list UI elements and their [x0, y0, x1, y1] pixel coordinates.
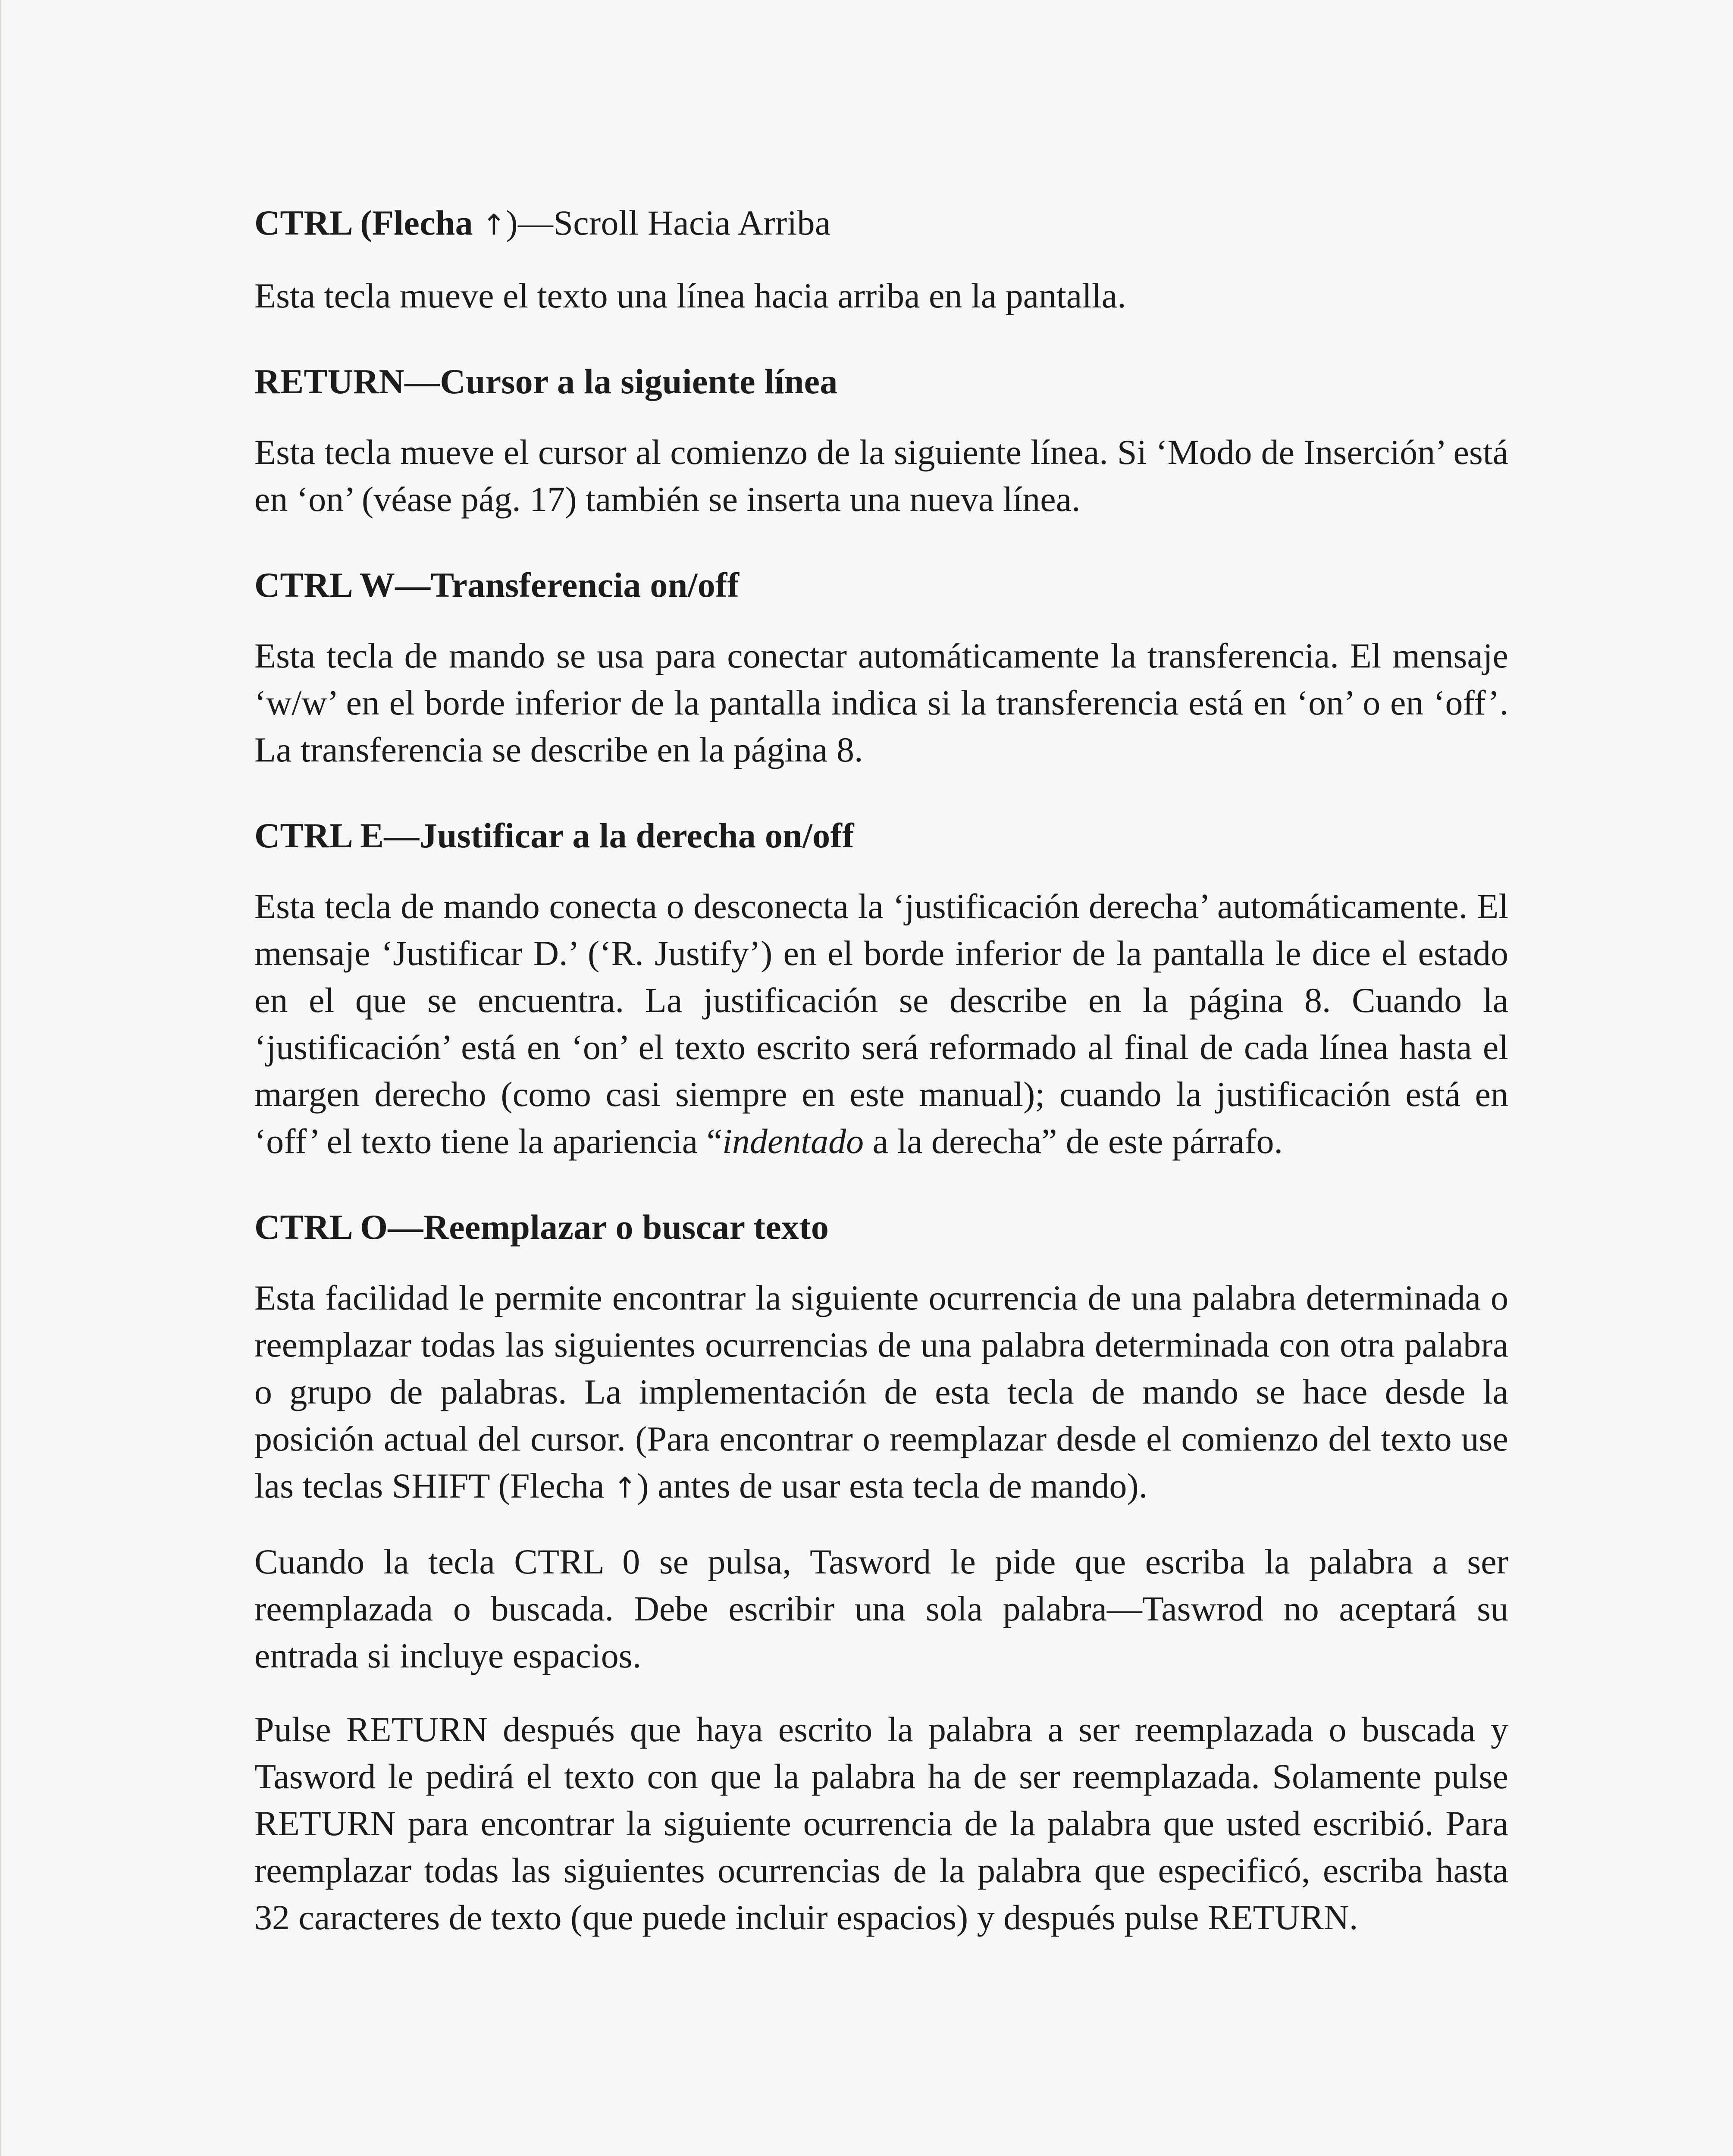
paragraph-text: Esta facilidad le permite encontrar la siguiente ocurrencia de una palabra determinada o reemplazar todas las siguientes ocurrencias de una palabra determinada con otra palabra o grupo de palabras. La implementación de esta tecla de mando se hace desde la posición actual del cursor. (Para encontrar o reemplazar desde el comienzo del texto use las teclas SHIFT (Flecha	[254, 1278, 1508, 1505]
paragraph-text: Esta tecla de mando conecta o desconecta la ‘justificación derecha’ automáticamente. El mensaje ‘Justificar D.’ (‘R. Justify’) en el borde inferior de la pantalla le dice el estado en el que se encuentra. La justificación se describe en la página 8. Cuando la ‘justificación’ está en ‘on’ el texto escrito será reformado al final de cada línea hasta el margen derecho (como casi siempre en este manual); cuando la justificación está en ‘off’ el texto tiene la apariencia “	[254, 887, 1508, 1161]
section-paragraph: Esta tecla mueve el cursor al comienzo de la siguiente línea. Si ‘Modo de Inserción’ está en ‘on’ (véase pág. 17) también se inserta una nueva línea.	[254, 432, 1508, 519]
section-heading-return: RETURN—Cursor a la siguiente línea	[254, 362, 838, 401]
emphasized-word: indentado	[722, 1122, 864, 1161]
section-heading-ctrl-w: CTRL W—Transferencia on/off	[254, 565, 740, 605]
arrow-up-icon: ↑	[482, 208, 506, 241]
arrow-up-icon: ↑	[613, 1471, 637, 1504]
heading-bold-part: CTRL (Flecha	[254, 203, 473, 242]
section-heading-ctrl-e: CTRL E—Justificar a la derecha on/off	[254, 816, 854, 855]
document-body	[254, 199, 1508, 1941]
section-paragraph: Cuando la tecla CTRL 0 se pulsa, Tasword le pide que escriba la palabra a ser reemplazada o buscada. Debe escribir una sola palabra—Taswrod no aceptará su entrada si incluye espacios.	[254, 1542, 1508, 1675]
heading-normal-part: )—Scroll Hacia Arriba	[506, 203, 831, 242]
paragraph-text: a la derecha” de este párrafo.	[864, 1122, 1283, 1161]
section-paragraph: Esta tecla de mando se usa para conectar automáticamente la transferencia. El mensaje ‘w/w’ en el borde inferior de la pantalla indica si la transferencia está en ‘on’ o en ‘off’. La transferencia se describe en la página 8.	[254, 636, 1508, 769]
section-paragraph: Esta tecla mueve el texto una línea hacia arriba en la pantalla.	[254, 276, 1126, 315]
section-heading-ctrl-arrow-up	[254, 199, 1508, 249]
section-paragraph	[254, 1274, 1508, 1511]
section-paragraph: Pulse RETURN después que haya escrito la palabra a ser reemplazada o buscada y Tasword le pedirá el texto con que la palabra ha de ser reemplazada. Solamente pulse RETURN para encontrar la siguiente ocurrencia de la palabra que usted escribió. Para reemplazar todas las siguientes ocurrencias de la palabra que especificó, escriba hasta 32 caracteres de texto (que puede incluir espacios) y después pulse RETURN.	[254, 1710, 1508, 1937]
section-heading-ctrl-o: CTRL O—Reemplazar o buscar texto	[254, 1207, 829, 1247]
paragraph-text: ) antes de usar esta tecla de mando).	[637, 1466, 1148, 1505]
section-paragraph	[254, 883, 1508, 1165]
